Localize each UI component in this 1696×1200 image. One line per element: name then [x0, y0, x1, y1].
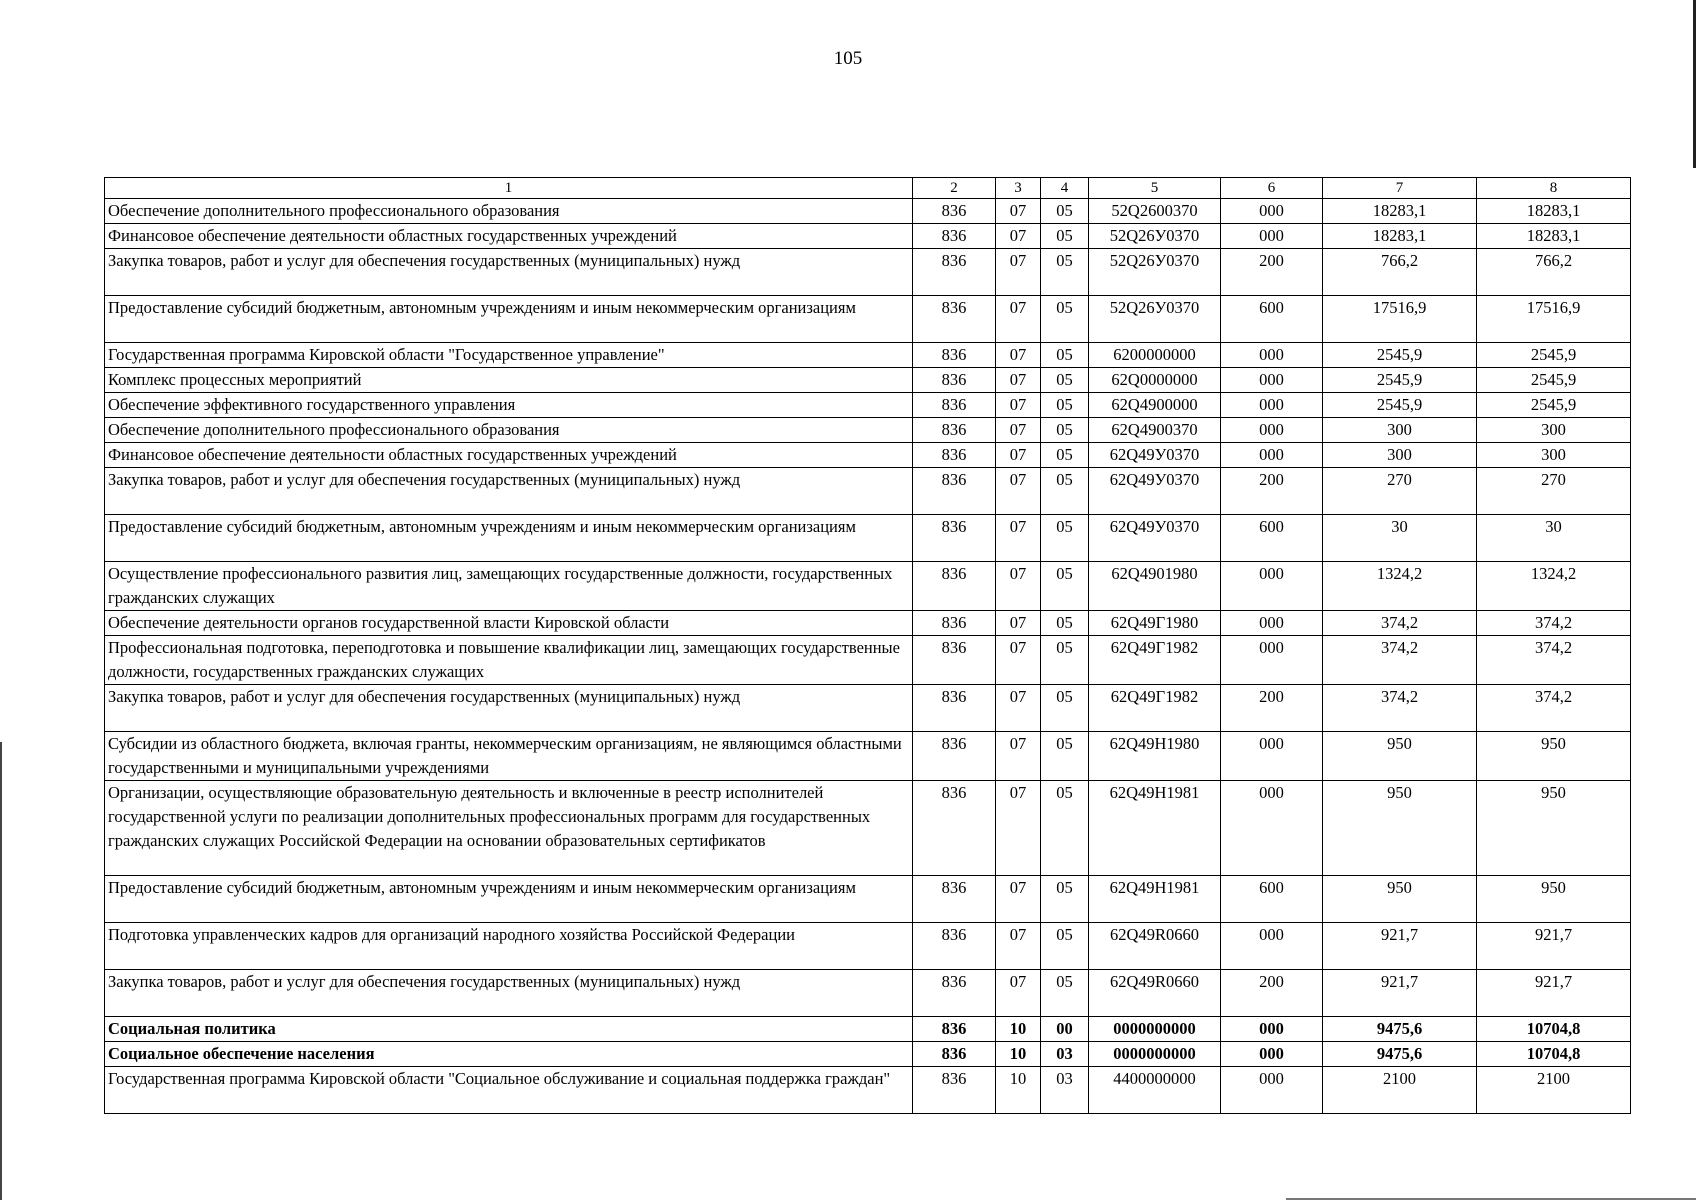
- table-row: [105, 1017, 1631, 1042]
- column-header-6: 6: [1221, 178, 1323, 199]
- target-article-code: 62Q49Н1980: [1089, 732, 1221, 781]
- expense-type-code: 000: [1221, 611, 1323, 636]
- target-article-code: 62Q49Н1981: [1089, 781, 1221, 876]
- amount-col8: 374,2: [1477, 685, 1631, 732]
- amount-col8: 374,2: [1477, 611, 1631, 636]
- row-name: Обеспечение дополнительного профессионального образования: [105, 418, 913, 443]
- amount-col8: 2100: [1477, 1067, 1631, 1114]
- section-code: 07: [996, 923, 1041, 970]
- amount-col7: 270: [1323, 468, 1477, 515]
- section-code: 07: [996, 970, 1041, 1017]
- ministry-code: 836: [913, 443, 996, 468]
- subsection-code: 05: [1041, 393, 1089, 418]
- target-article-code: 62Q49У0370: [1089, 515, 1221, 562]
- subsection-code: 03: [1041, 1042, 1089, 1067]
- amount-col7: 921,7: [1323, 923, 1477, 970]
- subsection-code: 03: [1041, 1067, 1089, 1114]
- amount-col8: 1324,2: [1477, 562, 1631, 611]
- subsection-code: 05: [1041, 296, 1089, 343]
- expense-type-code: 200: [1221, 685, 1323, 732]
- ministry-code: 836: [913, 732, 996, 781]
- table-row: [105, 468, 1631, 515]
- target-article-code: 62Q4901980: [1089, 562, 1221, 611]
- section-code: 07: [996, 468, 1041, 515]
- subsection-code: 05: [1041, 343, 1089, 368]
- amount-col8: 300: [1477, 418, 1631, 443]
- expense-type-code: 000: [1221, 368, 1323, 393]
- row-name: Обеспечение дополнительного профессионального образования: [105, 199, 913, 224]
- expense-type-code: 000: [1221, 562, 1323, 611]
- column-header-3: 3: [996, 178, 1041, 199]
- table-row: [105, 732, 1631, 781]
- subsection-code: 05: [1041, 732, 1089, 781]
- section-code: 07: [996, 343, 1041, 368]
- target-article-code: 62Q49У0370: [1089, 468, 1221, 515]
- ministry-code: 836: [913, 468, 996, 515]
- ministry-code: 836: [913, 1017, 996, 1042]
- section-code: 07: [996, 418, 1041, 443]
- table-row: [105, 685, 1631, 732]
- amount-col8: 2545,9: [1477, 393, 1631, 418]
- table-row: [105, 443, 1631, 468]
- ministry-code: 836: [913, 224, 996, 249]
- subsection-code: 05: [1041, 418, 1089, 443]
- subsection-code: 05: [1041, 562, 1089, 611]
- section-code: 07: [996, 224, 1041, 249]
- target-article-code: 62Q49Г1980: [1089, 611, 1221, 636]
- table-row: [105, 562, 1631, 611]
- page-number: 105: [833, 48, 863, 69]
- row-name: Осуществление профессионального развития лиц, замещающих государственные должности, государственных гражданских служащих: [105, 562, 913, 611]
- ministry-code: 836: [913, 970, 996, 1017]
- expense-type-code: 000: [1221, 1067, 1323, 1114]
- subsection-code: 05: [1041, 781, 1089, 876]
- table-row: [105, 368, 1631, 393]
- row-name: Обеспечение деятельности органов государственной власти Кировской области: [105, 611, 913, 636]
- amount-col7: 2100: [1323, 1067, 1477, 1114]
- section-code: 07: [996, 443, 1041, 468]
- row-name: Государственная программа Кировской области "Государственное управление": [105, 343, 913, 368]
- target-article-code: 62Q49Г1982: [1089, 636, 1221, 685]
- budget-table: [104, 177, 1631, 1114]
- subsection-code: 05: [1041, 368, 1089, 393]
- amount-col8: 374,2: [1477, 636, 1631, 685]
- row-name: Обеспечение эффективного государственного управления: [105, 393, 913, 418]
- expense-type-code: 000: [1221, 199, 1323, 224]
- expense-type-code: 200: [1221, 249, 1323, 296]
- expense-type-code: 000: [1221, 732, 1323, 781]
- amount-col7: 921,7: [1323, 970, 1477, 1017]
- ministry-code: 836: [913, 296, 996, 343]
- amount-col7: 950: [1323, 732, 1477, 781]
- section-code: 07: [996, 249, 1041, 296]
- scan-edge-left: [0, 742, 2, 1200]
- ministry-code: 836: [913, 1042, 996, 1067]
- ministry-code: 836: [913, 685, 996, 732]
- table-row: [105, 1067, 1631, 1114]
- subsection-code: 05: [1041, 923, 1089, 970]
- expense-type-code: 000: [1221, 443, 1323, 468]
- amount-col7: 374,2: [1323, 636, 1477, 685]
- expense-type-code: 000: [1221, 636, 1323, 685]
- expense-type-code: 000: [1221, 343, 1323, 368]
- column-header-1: 1: [105, 178, 913, 199]
- ministry-code: 836: [913, 249, 996, 296]
- row-name: Государственная программа Кировской области "Социальное обслуживание и социальная поддержка граждан": [105, 1067, 913, 1114]
- row-name: Предоставление субсидий бюджетным, автономным учреждениям и иным некоммерческим организациям: [105, 876, 913, 923]
- section-code: 07: [996, 876, 1041, 923]
- amount-col8: 18283,1: [1477, 224, 1631, 249]
- amount-col8: 921,7: [1477, 923, 1631, 970]
- amount-col7: 950: [1323, 781, 1477, 876]
- ministry-code: 836: [913, 418, 996, 443]
- column-header-7: 7: [1323, 178, 1477, 199]
- target-article-code: 6200000000: [1089, 343, 1221, 368]
- target-article-code: 62Q4900370: [1089, 418, 1221, 443]
- ministry-code: 836: [913, 562, 996, 611]
- subsection-code: 05: [1041, 876, 1089, 923]
- ministry-code: 836: [913, 636, 996, 685]
- section-code: 10: [996, 1042, 1041, 1067]
- amount-col8: 2545,9: [1477, 368, 1631, 393]
- target-article-code: 4400000000: [1089, 1067, 1221, 1114]
- table-row: [105, 343, 1631, 368]
- amount-col7: 1324,2: [1323, 562, 1477, 611]
- column-header-5: 5: [1089, 178, 1221, 199]
- table-row: [105, 970, 1631, 1017]
- target-article-code: 62Q49Г1982: [1089, 685, 1221, 732]
- expense-type-code: 000: [1221, 1042, 1323, 1067]
- target-article-code: 62Q4900000: [1089, 393, 1221, 418]
- subsection-code: 05: [1041, 468, 1089, 515]
- column-header-2: 2: [913, 178, 996, 199]
- section-code: 07: [996, 636, 1041, 685]
- table-row: [105, 876, 1631, 923]
- section-code: 07: [996, 611, 1041, 636]
- amount-col7: 17516,9: [1323, 296, 1477, 343]
- target-article-code: 62Q49R0660: [1089, 923, 1221, 970]
- amount-col7: 18283,1: [1323, 224, 1477, 249]
- row-name: Профессиональная подготовка, переподготовка и повышение квалификации лиц, замещающих государственные должности, государственных гражданских служащих: [105, 636, 913, 685]
- subsection-code: 05: [1041, 249, 1089, 296]
- ministry-code: 836: [913, 611, 996, 636]
- row-name: Комплекс процессных мероприятий: [105, 368, 913, 393]
- table-header-row: [105, 178, 1631, 199]
- table-row: [105, 515, 1631, 562]
- ministry-code: 836: [913, 368, 996, 393]
- amount-col7: 766,2: [1323, 249, 1477, 296]
- column-header-4: 4: [1041, 178, 1089, 199]
- table-row: [105, 224, 1631, 249]
- subsection-code: 05: [1041, 636, 1089, 685]
- table-row: [105, 611, 1631, 636]
- amount-col8: 2545,9: [1477, 343, 1631, 368]
- amount-col8: 300: [1477, 443, 1631, 468]
- amount-col7: 30: [1323, 515, 1477, 562]
- row-name: Предоставление субсидий бюджетным, автономным учреждениям и иным некоммерческим организациям: [105, 515, 913, 562]
- row-name: Субсидии из областного бюджета, включая гранты, некоммерческим организациям, не являющимся областными государственными и муниципальными учреждениями: [105, 732, 913, 781]
- table-row: [105, 636, 1631, 685]
- expense-type-code: 000: [1221, 393, 1323, 418]
- amount-col8: 270: [1477, 468, 1631, 515]
- amount-col7: 2545,9: [1323, 393, 1477, 418]
- column-header-8: 8: [1477, 178, 1631, 199]
- amount-col7: 374,2: [1323, 611, 1477, 636]
- section-code: 07: [996, 562, 1041, 611]
- ministry-code: 836: [913, 393, 996, 418]
- target-article-code: 52Q26У0370: [1089, 249, 1221, 296]
- section-code: 07: [996, 296, 1041, 343]
- ministry-code: 836: [913, 923, 996, 970]
- subsection-code: 05: [1041, 685, 1089, 732]
- subsection-code: 05: [1041, 224, 1089, 249]
- amount-col8: 950: [1477, 781, 1631, 876]
- expense-type-code: 000: [1221, 781, 1323, 876]
- row-name: Финансовое обеспечение деятельности областных государственных учреждений: [105, 224, 913, 249]
- expense-type-code: 000: [1221, 1017, 1323, 1042]
- section-code: 10: [996, 1017, 1041, 1042]
- subsection-code: 00: [1041, 1017, 1089, 1042]
- table-row: [105, 1042, 1631, 1067]
- expense-type-code: 000: [1221, 923, 1323, 970]
- expense-type-code: 000: [1221, 418, 1323, 443]
- section-code: 07: [996, 732, 1041, 781]
- subsection-code: 05: [1041, 611, 1089, 636]
- target-article-code: 62Q49У0370: [1089, 443, 1221, 468]
- amount-col8: 950: [1477, 876, 1631, 923]
- ministry-code: 836: [913, 515, 996, 562]
- ministry-code: 836: [913, 781, 996, 876]
- subsection-code: 05: [1041, 515, 1089, 562]
- amount-col8: 18283,1: [1477, 199, 1631, 224]
- table-row: [105, 393, 1631, 418]
- row-name: Социальное обеспечение населения: [105, 1042, 913, 1067]
- table-row: [105, 296, 1631, 343]
- section-code: 10: [996, 1067, 1041, 1114]
- row-name: Закупка товаров, работ и услуг для обеспечения государственных (муниципальных) нужд: [105, 970, 913, 1017]
- amount-col8: 766,2: [1477, 249, 1631, 296]
- expense-type-code: 200: [1221, 468, 1323, 515]
- table-row: [105, 418, 1631, 443]
- row-name: Предоставление субсидий бюджетным, автономным учреждениям и иным некоммерческим организациям: [105, 296, 913, 343]
- row-name: Подготовка управленческих кадров для организаций народного хозяйства Российской Федерации: [105, 923, 913, 970]
- amount-col7: 2545,9: [1323, 368, 1477, 393]
- target-article-code: 62Q49Н1981: [1089, 876, 1221, 923]
- target-article-code: 0000000000: [1089, 1017, 1221, 1042]
- amount-col8: 950: [1477, 732, 1631, 781]
- row-name: Закупка товаров, работ и услуг для обеспечения государственных (муниципальных) нужд: [105, 249, 913, 296]
- section-code: 07: [996, 685, 1041, 732]
- ministry-code: 836: [913, 343, 996, 368]
- target-article-code: 62Q0000000: [1089, 368, 1221, 393]
- section-code: 07: [996, 199, 1041, 224]
- expense-type-code: 600: [1221, 296, 1323, 343]
- amount-col7: 2545,9: [1323, 343, 1477, 368]
- amount-col7: 950: [1323, 876, 1477, 923]
- subsection-code: 05: [1041, 199, 1089, 224]
- subsection-code: 05: [1041, 970, 1089, 1017]
- amount-col7: 300: [1323, 443, 1477, 468]
- row-name: Закупка товаров, работ и услуг для обеспечения государственных (муниципальных) нужд: [105, 468, 913, 515]
- table-row: [105, 923, 1631, 970]
- ministry-code: 836: [913, 876, 996, 923]
- row-name: Финансовое обеспечение деятельности областных государственных учреждений: [105, 443, 913, 468]
- row-name: Закупка товаров, работ и услуг для обеспечения государственных (муниципальных) нужд: [105, 685, 913, 732]
- target-article-code: 52Q26У0370: [1089, 224, 1221, 249]
- amount-col8: 17516,9: [1477, 296, 1631, 343]
- target-article-code: 52Q2600370: [1089, 199, 1221, 224]
- target-article-code: 62Q49R0660: [1089, 970, 1221, 1017]
- amount-col7: 18283,1: [1323, 199, 1477, 224]
- row-name: Социальная политика: [105, 1017, 913, 1042]
- amount-col7: 300: [1323, 418, 1477, 443]
- row-name: Организации, осуществляющие образовательную деятельность и включенные в реестр исполнителей государственной услуги по реализации дополнительных профессиональных программ для государственных гражданских служащих Российской Федерации на основании образовательных сертификатов: [105, 781, 913, 876]
- table-row: [105, 781, 1631, 876]
- amount-col8: 30: [1477, 515, 1631, 562]
- ministry-code: 836: [913, 199, 996, 224]
- target-article-code: 52Q26У0370: [1089, 296, 1221, 343]
- table-row: [105, 199, 1631, 224]
- expense-type-code: 200: [1221, 970, 1323, 1017]
- amount-col8: 10704,8: [1477, 1042, 1631, 1067]
- amount-col8: 10704,8: [1477, 1017, 1631, 1042]
- amount-col8: 921,7: [1477, 970, 1631, 1017]
- subsection-code: 05: [1041, 443, 1089, 468]
- amount-col7: 9475,6: [1323, 1017, 1477, 1042]
- expense-type-code: 000: [1221, 224, 1323, 249]
- table-row: [105, 249, 1631, 296]
- expense-type-code: 600: [1221, 515, 1323, 562]
- expense-type-code: 600: [1221, 876, 1323, 923]
- target-article-code: 0000000000: [1089, 1042, 1221, 1067]
- section-code: 07: [996, 393, 1041, 418]
- section-code: 07: [996, 781, 1041, 876]
- amount-col7: 374,2: [1323, 685, 1477, 732]
- table-body: [105, 199, 1631, 1114]
- ministry-code: 836: [913, 1067, 996, 1114]
- section-code: 07: [996, 368, 1041, 393]
- section-code: 07: [996, 515, 1041, 562]
- amount-col7: 9475,6: [1323, 1042, 1477, 1067]
